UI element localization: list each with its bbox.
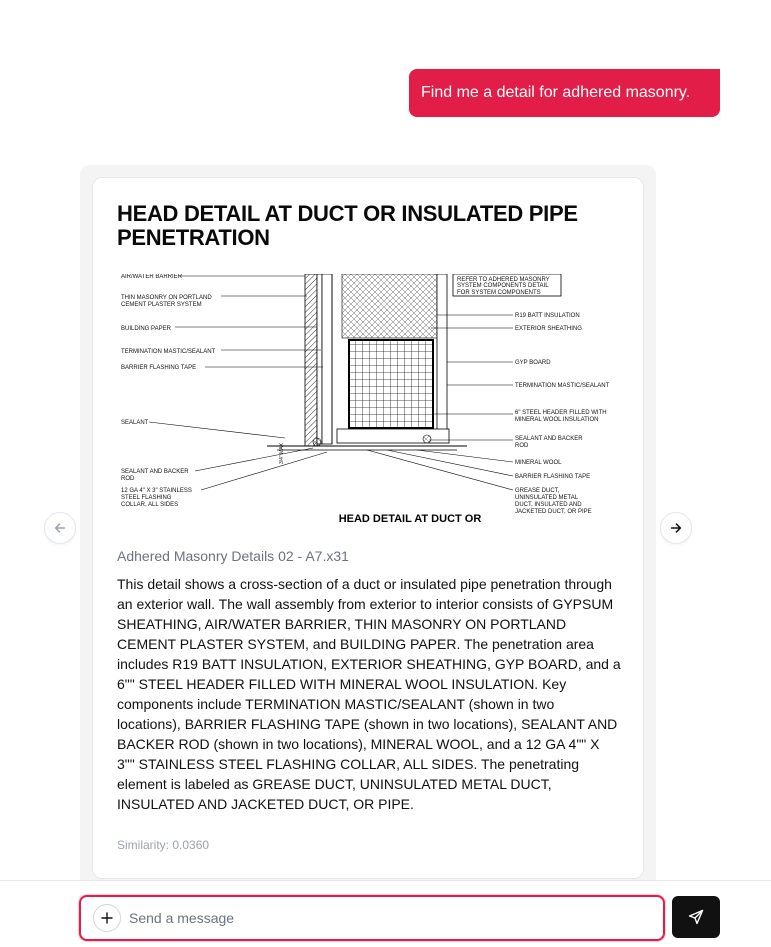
result-carousel xyxy=(80,165,656,895)
message-input[interactable] xyxy=(129,905,649,931)
user-message-bubble: Find me a detail for adhered masonry. xyxy=(409,69,720,117)
drawing-label-left: BARRIER FLASHING TAPE xyxy=(121,365,197,371)
drawing-label-left: AIR/WATER BARRIER xyxy=(121,274,183,280)
drawing-label-right: UNINSULATED METAL xyxy=(515,495,579,501)
drawing-label-left: THIN MASONRY ON PORTLAND xyxy=(121,295,212,301)
drawing-label-left: TERMINATION MASTIC/SEALANT xyxy=(121,349,216,355)
result-source: Adhered Masonry Details 02 - A7.x31 xyxy=(117,548,349,564)
result-card xyxy=(92,177,644,879)
drawing-label-right: ROD xyxy=(515,443,529,449)
arrow-left-icon xyxy=(53,521,67,535)
arrow-right-icon xyxy=(669,521,683,535)
drawing-label-left: ROD xyxy=(121,476,135,482)
drawing-label-right: FOR SYSTEM COMPONENTS xyxy=(457,290,541,296)
result-description: This detail shows a cross-section of a duct or insulated pipe penetration through an exterior wall. The wall assembly from exterior to interior consists of GYPSUM SHEATHING, AIR/WATER BARRIER, THIN MASONRY ON PORTLAND CEMENT PLASTER SYSTEM, and BUILDING PAPER. The penetration area includes R19 BATT INSULATION, EXTERIOR SHEATHING, GYP BOARD, and a 6"" STEEL HEADER FILLED WITH MINERAL WOOL INSULATION. Key components include TERMINATION MASTIC/SEALANT (shown in two locations), BARRIER FLASHING TAPE (shown in two locations), SEALANT AND BACKER ROD (shown in two locations), MINERAL WOOL, and a 12 GA 4"" X 3"" STAINLESS STEEL FLASHING COLLAR, ALL SIDES. The penetrating element is labeled as GREASE DUCT, UNINSULATED METAL DUCT, INSULATED AND JACKETED DUCT, OR PIPE. xyxy=(117,576,621,812)
send-button[interactable] xyxy=(672,896,720,938)
drawing-caption: HEAD DETAIL AT DUCT OR xyxy=(338,513,482,525)
drawing-label-right: BARRIER FLASHING TAPE xyxy=(515,474,591,480)
drawing-label-right: SYSTEM COMPONENTS DETAIL xyxy=(457,283,549,289)
message-composer xyxy=(79,895,665,941)
previous-result-button[interactable] xyxy=(44,512,76,544)
drawing-label-left: SEALANT xyxy=(121,420,149,426)
drawing-label-left: COLLAR, ALL SIDES xyxy=(121,502,179,508)
add-attachment-button[interactable] xyxy=(93,904,121,932)
next-result-button[interactable] xyxy=(660,512,692,544)
drawing-label-right: EXTERIOR SHEATHING xyxy=(515,326,582,332)
drawing-label-left: CEMENT PLASTER SYSTEM xyxy=(121,302,202,308)
drawing-label-right: TERMINATION MASTIC/SEALANT xyxy=(515,383,610,389)
drawing-label-right: DUCT, INSULATED AND xyxy=(515,502,582,508)
drawing-label-right: JACKETED DUCT, OR PIPE xyxy=(515,509,592,515)
drawing-label-left: STEEL FLASHING xyxy=(121,495,172,501)
drawing-label-left: 12 GA 4" X 3" STAINLESS xyxy=(121,488,192,494)
plus-icon xyxy=(101,912,113,924)
drawing-label-right: MINERAL WOOL xyxy=(515,460,562,466)
drawing-label-left: BUILDING PAPER xyxy=(121,326,171,332)
drawing-label-right: REFER TO ADHERED MASONRY xyxy=(457,277,550,283)
similarity-score: Similarity: 0.0360 xyxy=(117,838,210,852)
detail-drawing xyxy=(117,274,617,530)
drawing-label-right: GYP BOARD xyxy=(515,360,551,366)
drawing-label-right: GREASE DUCT, xyxy=(515,488,560,494)
drawing-label-right: R19 BATT INSULATION xyxy=(515,313,580,319)
drawing-dimension: 3/4" MAX xyxy=(279,443,285,464)
drawing-label-left: SEALANT AND BACKER xyxy=(121,469,189,475)
drawing-label-right: MINERAL WOOL INSULATION xyxy=(515,417,599,423)
drawing-label-right: SEALANT AND BACKER xyxy=(515,436,583,442)
drawing-label-right: 6" STEEL HEADER FILLED WITH xyxy=(515,410,607,416)
send-icon xyxy=(688,909,704,925)
result-title: HEAD DETAIL AT DUCT OR INSULATED PIPE PENETRATION xyxy=(117,201,578,250)
